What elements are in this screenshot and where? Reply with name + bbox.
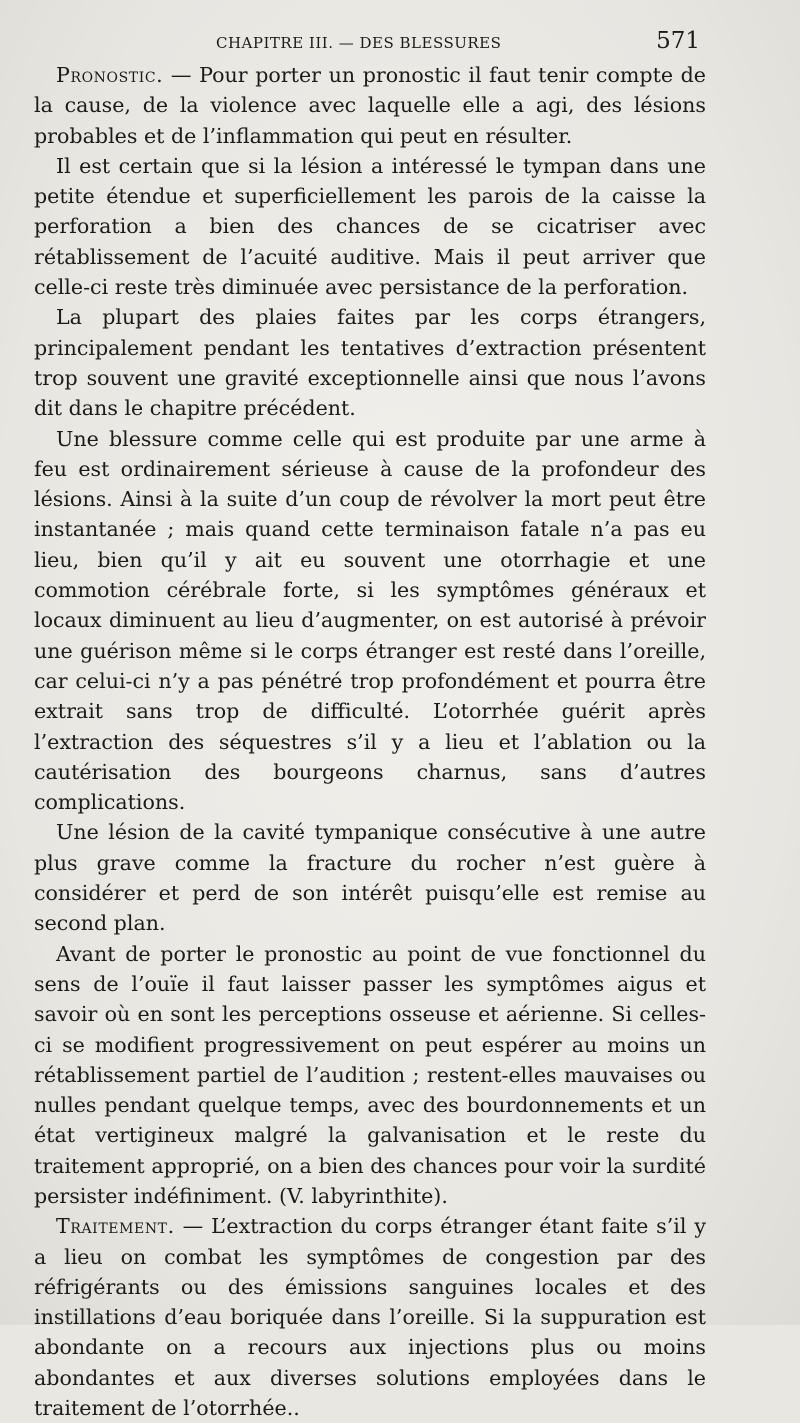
section-lead-traitement: Traitement. [56,1214,175,1239]
paragraph-pronostic [34,60,706,151]
running-title: CHAPITRE III. — DES BLESSURES [216,34,502,52]
paragraph: La plupart des plaies faites par les corps étrangers, principalement pendant les tentatives d’extraction présentent trop souvent une gravité exceptionnelle ainsi que nous l’avons dit dans le chapitre précédent. [34,305,706,421]
running-header [210,30,750,56]
paragraph: Avant de porter le pronostic au point de vue fonctionnel du sens de l’ouïe il faut laisser passer les symptômes aigus et savoir où en sont les perceptions osseuse et aérienne. Si celles-ci se modifient progressivement on peut espérer au moins un rétablissement partiel de l’audition ; restent-elles mauvaises ou nulles pendant quelque temps, avec des bourdonnements et un état vertigineux malgré la galvanisation et le reste du traitement approprié, on a bien des chances pour voir la surdité persister indéfiniment. (V. labyrinthite). [34,941,706,1208]
paragraph: Il est certain que si la lésion a intéressé le tympan dans une petite étendue et superficiellement les parois de la caisse la perforation a bien des chances de se cicatriser avec rétablissement de l’acuité auditive. Mais il peut arriver que celle-ci reste très diminuée avec persistance de la perforation. [34,153,706,300]
paragraph-text: — Pour porter un pronostic il faut tenir compte de la cause, de la violence avec laquelle elle a agi, des lésions probables et de l’inflammation qui peut en résulter. [34,63,706,148]
page-number: 571 [656,28,700,54]
paragraph-traitement [34,1211,706,1423]
paragraph: Une lésion de la cavité tympanique consécutive à une autre plus grave comme la fracture du rocher n’est guère à considérer et perd de son intérêt puisqu’elle est remise au second plan. [34,820,706,936]
section-lead-pronostic: Pronostic. [56,63,164,87]
body-text [34,60,706,1423]
paragraph: Une blessure comme celle qui est produite par une arme à feu est ordinairement sérieuse à cause de la profondeur des lésions. Ainsi à la suite d’un coup de révolver la mort peut être instantanée ; mais quand cette terminaison fatale n’a pas eu lieu, bien qu’il y ait eu souvent une otorrhagie et une commotion cérébrale forte, si les symptômes généraux et locaux diminuent au lieu d’augmenter, on est autorisé à prévoir une guérison même si le corps étranger est resté dans l’oreille, car celui-ci n’y a pas pénétré trop profondément et pourra être extrait sans trop de difficulté. L’otorrhée guérit après l’extraction des séquestres s’il y a lieu et l’ablation ou la cautérisation des bourgeons charnus, sans d’autres complications. [34,426,706,815]
paragraph-text: — L’extraction du corps étranger étant faite s’il y a lieu on combat les symptômes de congestion par des réfrigérants ou des émissions sanguines locales et des instillations d’eau boriquée dans l’oreille. Si la suppuration est abondante on a recours aux injections plus ou moins abondantes et aux diverses solutions employées dans le traitement de l’otorrhée.. [34,1214,706,1421]
